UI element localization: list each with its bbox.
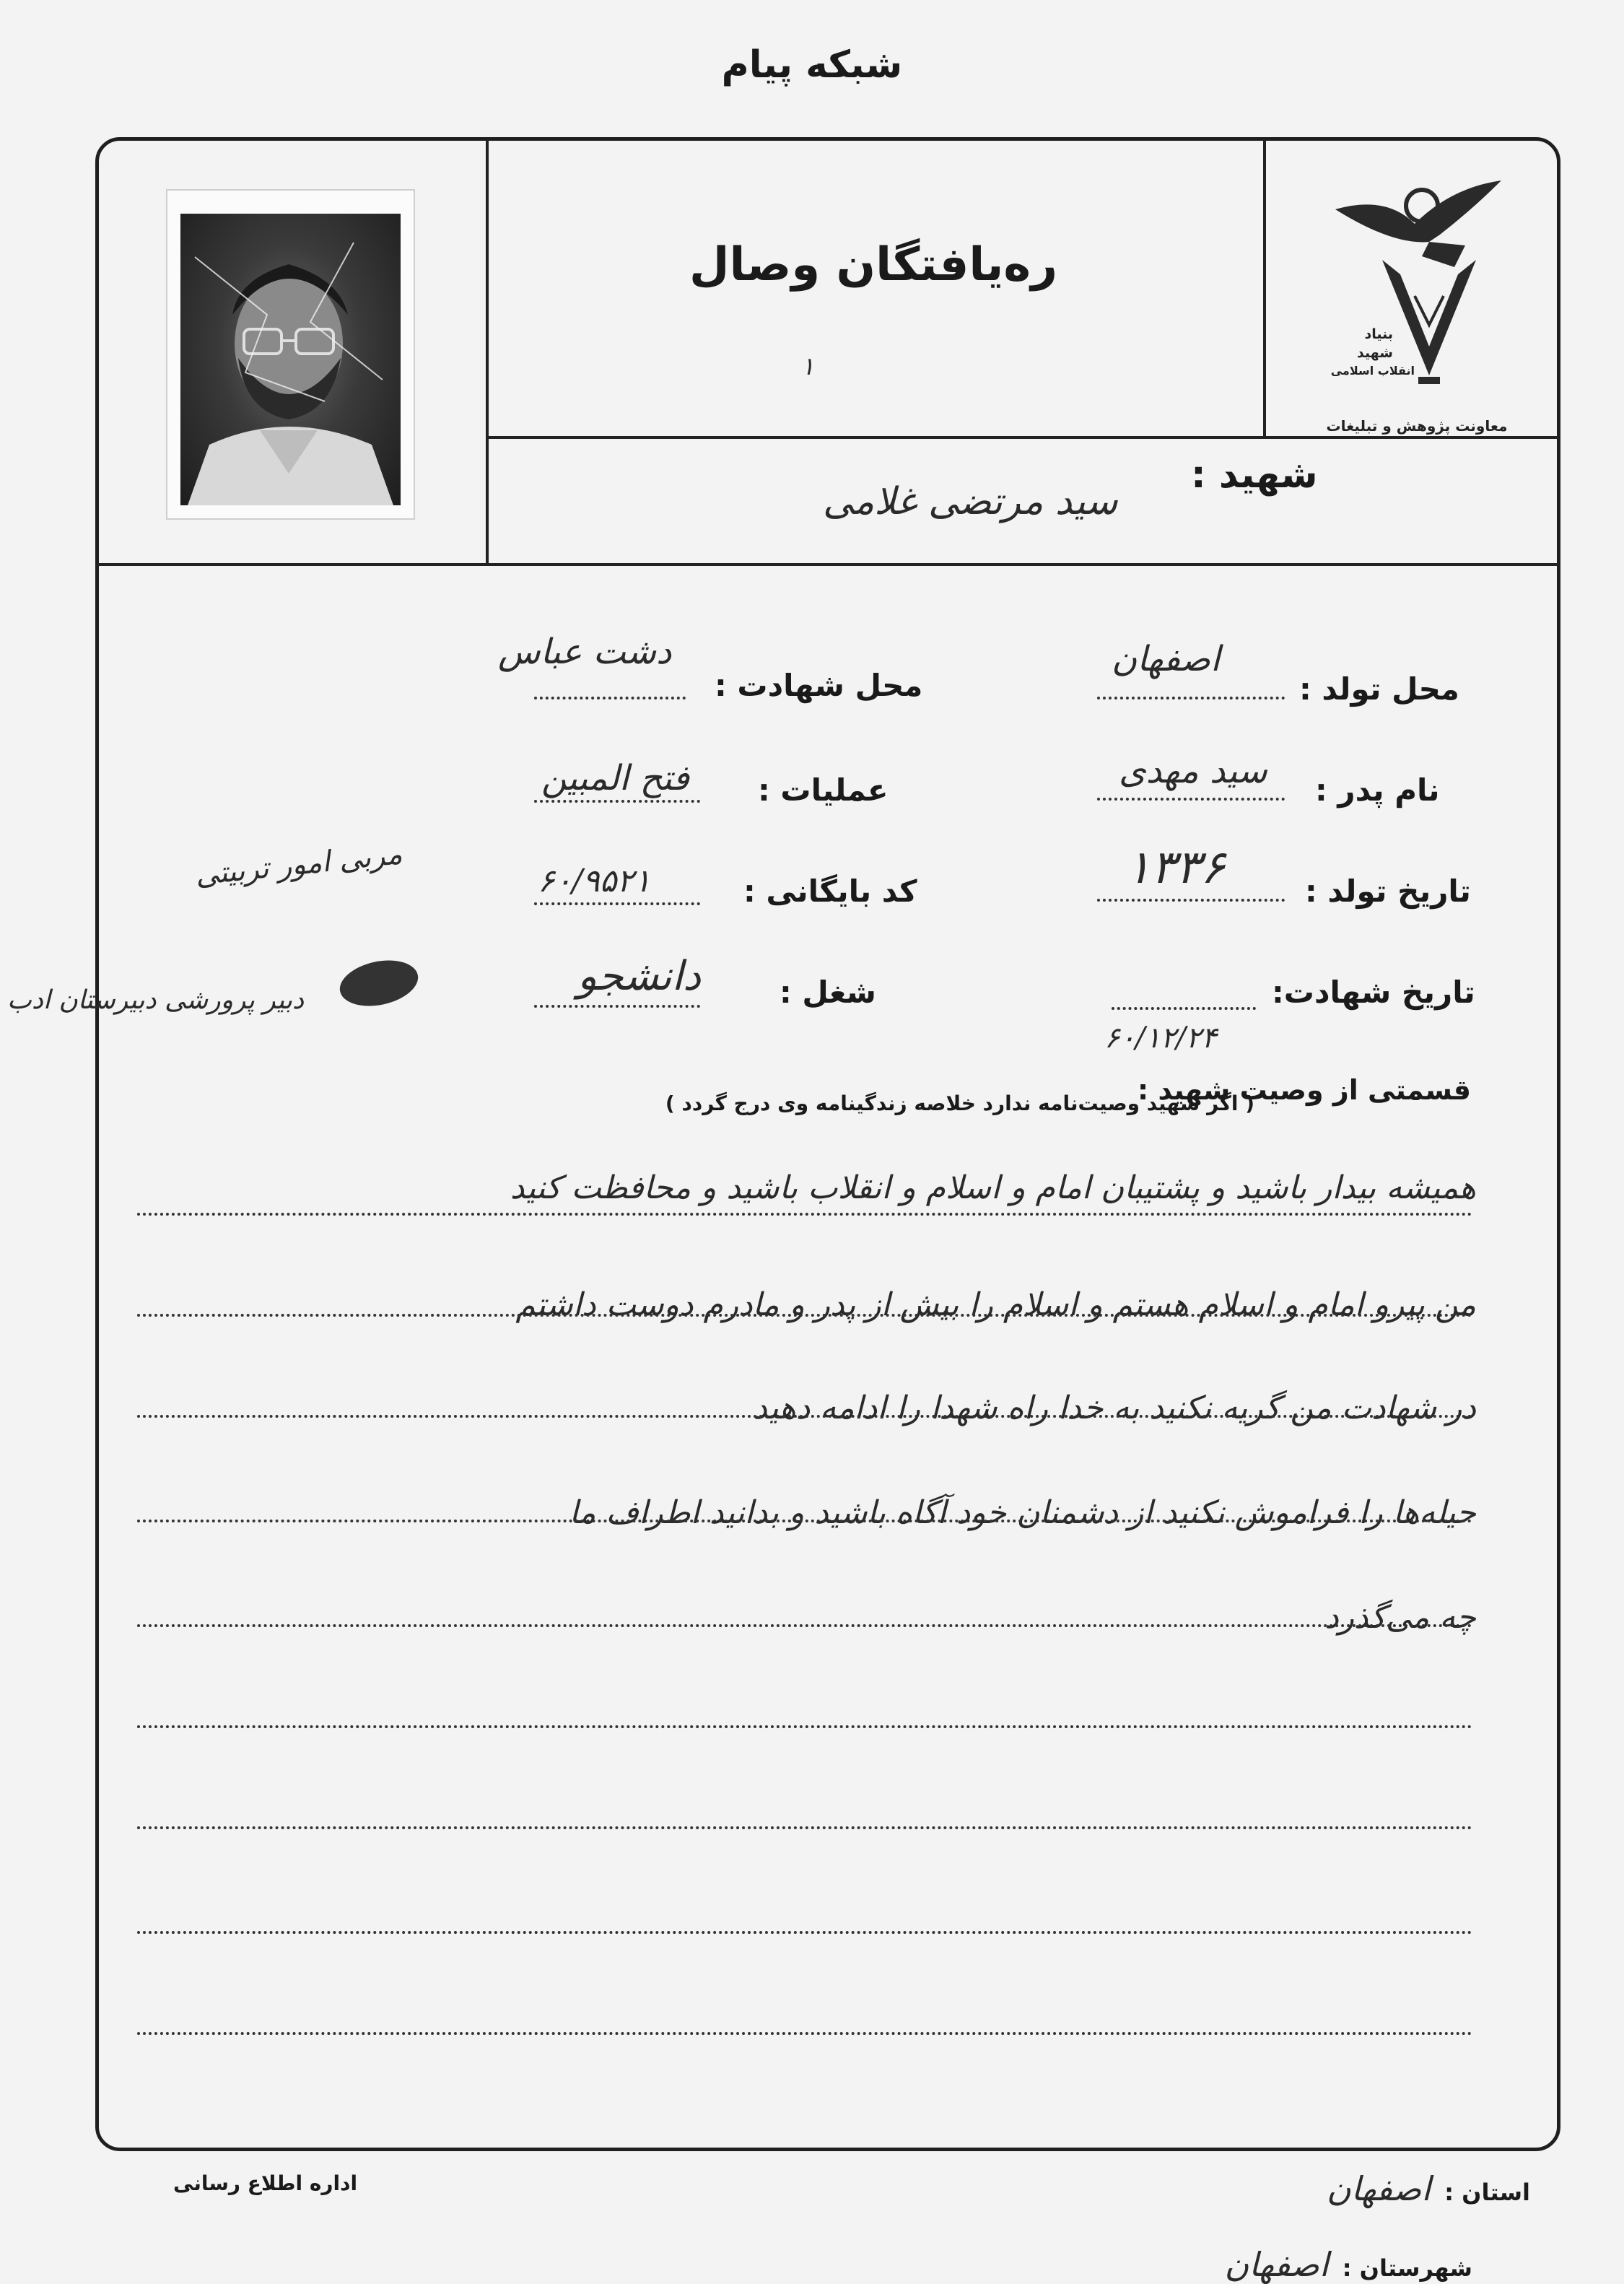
card-title: ره‌یافتگان وصال [689,238,1058,292]
martyr-photo [180,214,401,505]
logo-line-1: بنیاد [1364,326,1393,342]
will-line-1: همیشه بیدار باشید و پشتیبان امام و اسلام و انقلاب باشید و محافظت کنید [510,1169,1476,1206]
province-row [1241,2169,1530,2208]
father-name-line [1097,798,1285,801]
archive-code-value: ۶۰/۹۵۲۱ [538,863,651,899]
will-rule-4 [137,1520,1472,1522]
occupation-label: شغل : [780,975,876,1010]
will-line-3: در شهادت من گریه نکنید به خدا راه شهدا را ادامه دهید [753,1390,1476,1426]
birth-date-line [1097,899,1285,902]
archive-code-line [534,902,700,905]
network-name: شبکه پیام [721,43,903,87]
birthplace-label: محل تولد : [1299,671,1459,707]
title-divider [487,436,1559,439]
father-name-label: نام پدر : [1315,772,1440,808]
province-label: استان : [1444,2179,1530,2206]
will-rule-9 [137,2032,1472,2035]
martyrdom-date-label: تاریخ شهادت: [1272,975,1475,1010]
birth-date-label: تاریخ تولد : [1305,873,1471,909]
logo-line-3: انقلاب اسلامی [1330,364,1415,378]
will-line-2: من پیرو امام و اسلام هستم و اسلام را بیش از پدر و مادرم دوست داشتم [515,1286,1476,1323]
will-rule-8 [137,1931,1472,1934]
will-rule-2 [137,1314,1472,1317]
martyrdom-place-label: محل شهادت : [715,668,923,703]
province-value: اصفهان [1327,2169,1431,2208]
city-label: شهرستان : [1342,2254,1472,2282]
will-rule-5 [137,1624,1472,1627]
logo-divider [1263,139,1266,437]
will-line-4: حیله‌ها را فراموش نکنید از دشمنان خود آگاه باشید و بدانید اطراف ما [569,1494,1476,1531]
will-rule-6 [137,1725,1472,1728]
city-value: اصفهان [1224,2245,1329,2284]
operation-line [534,800,700,803]
martyr-name: سید مرتضی غلامی [823,480,1118,523]
will-line-5: چه می‌گذرد [1324,1599,1476,1636]
city-row [1184,2245,1472,2284]
office-label: اداره اطلاع رسانی [173,2171,358,2195]
will-rule-3 [137,1415,1472,1418]
occupation-value: دانشجو [577,953,702,1000]
will-rule-7 [137,1826,1472,1829]
martyrdom-place-line [534,697,686,699]
martyrdom-date-value: ۶۰/۱۲/۲۴ [1104,1021,1217,1055]
will-instruction: ( اگر شهید وصیت‌نامه ندارد خلاصه زندگینامه وی درج گردد ) [665,1091,1254,1115]
photo-divider [486,139,489,565]
birth-date-value: ۱۳۳۶ [1126,841,1226,894]
will-heading: قسمتی از وصیت شهید : [1138,1074,1471,1106]
logo-caption: معاونت پژوهش و تبلیغات [1326,417,1508,435]
martyrdom-place-value: دشت عباس [498,632,672,672]
archive-note: مربی امور تربیتی [193,837,404,892]
foundation-logo [1321,166,1516,419]
will-rule-1 [137,1213,1472,1216]
occupation-note: دبیر پرورشی دبیرستان ادب [7,985,305,1015]
logo-line-2: شهید [1357,345,1393,361]
header-divider [97,563,1559,566]
father-name-value: سید مهدی [1119,751,1267,791]
birthplace-value: اصفهان [1112,639,1221,679]
martyr-label: شهید : [1191,453,1318,497]
card-number: ۱ [801,352,815,381]
operation-value: فتح المبین [541,758,689,798]
birthplace-line [1097,697,1285,699]
occupation-line [534,1005,700,1008]
martyrdom-date-line [1112,1007,1256,1010]
archive-code-label: کد بایگانی : [743,873,917,909]
operation-label: عملیات : [758,772,889,808]
